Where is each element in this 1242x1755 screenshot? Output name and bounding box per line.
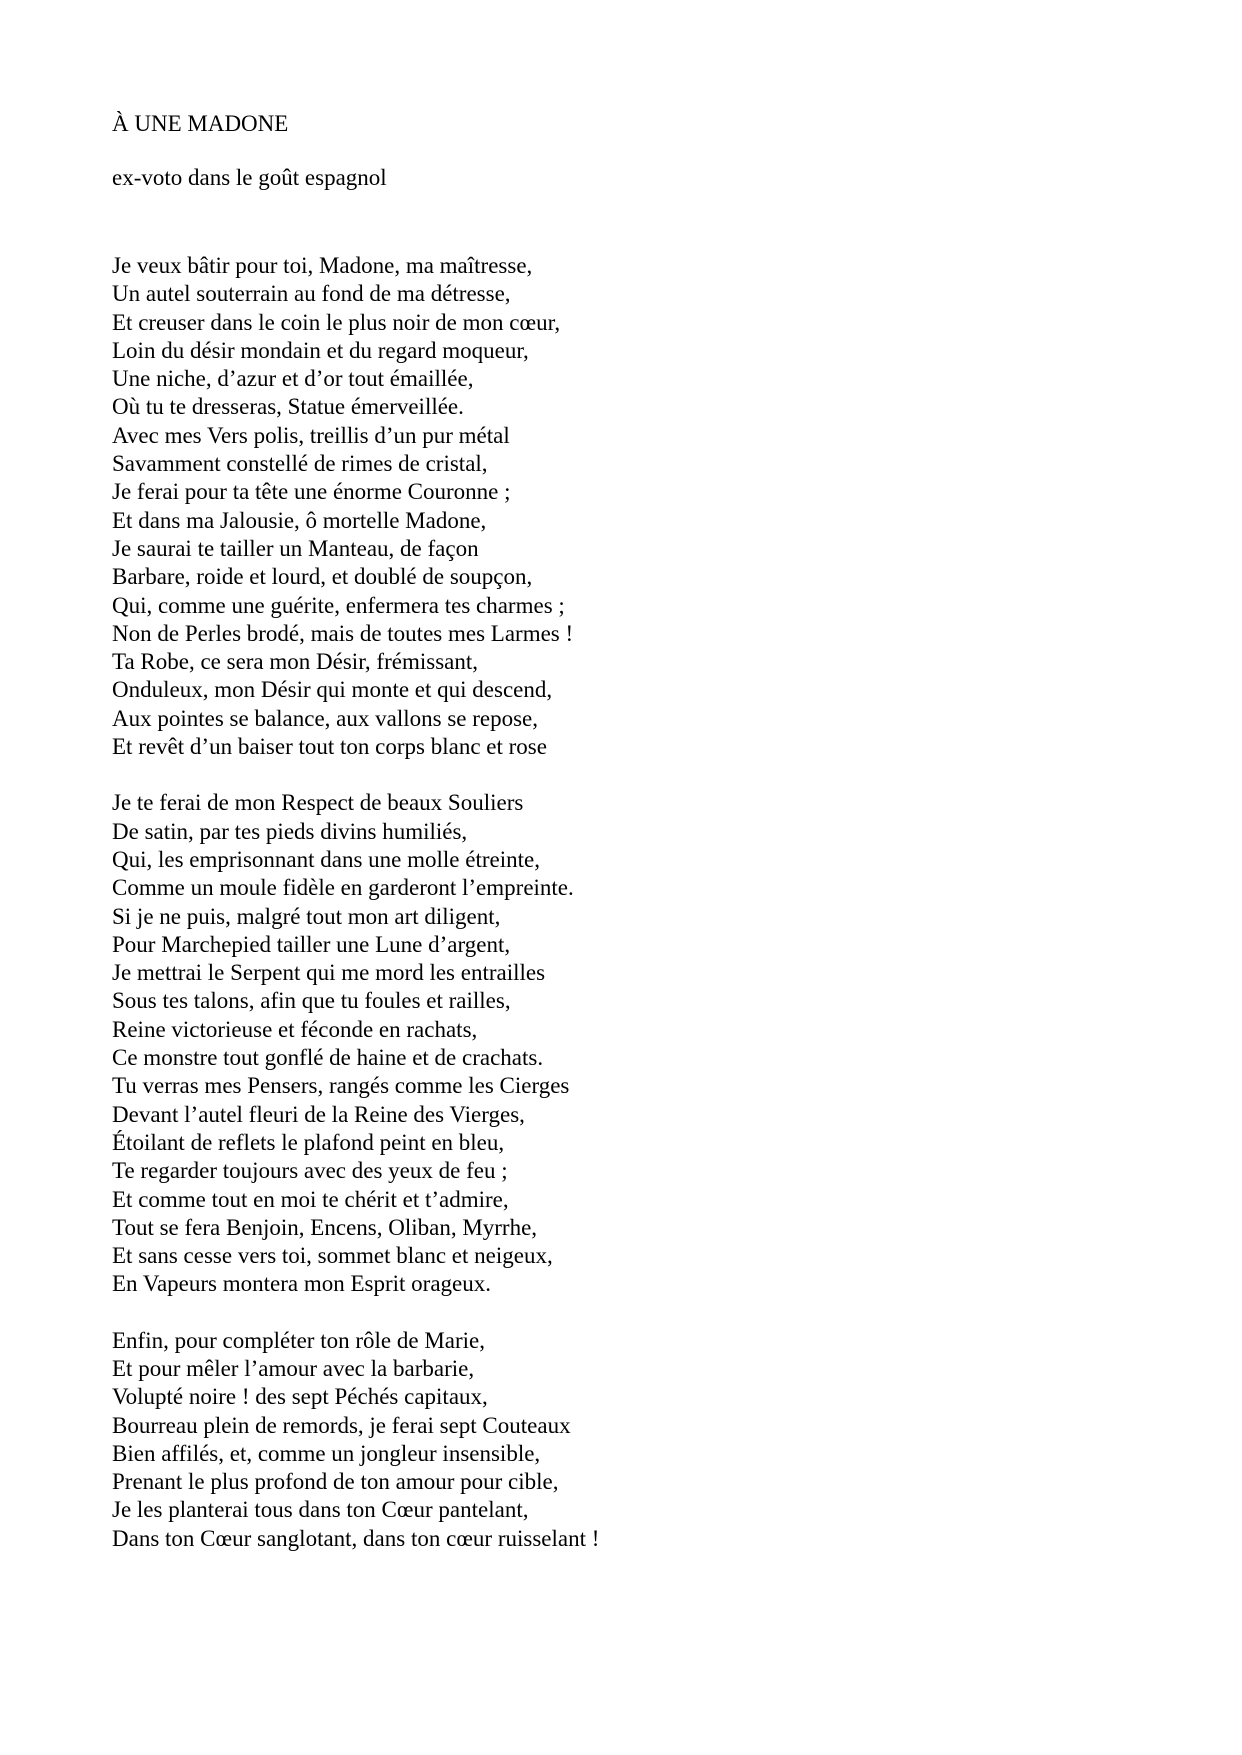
- verse-line: Un autel souterrain au fond de ma détresse,: [112, 281, 511, 307]
- verse-line: Savamment constellé de rimes de cristal,: [112, 451, 488, 477]
- verse-line: Volupté noire ! des sept Péchés capitaux,: [112, 1384, 488, 1410]
- verse-line: Je mettrai le Serpent qui me mord les entrailles: [112, 960, 546, 986]
- stanza-1: [112, 252, 1112, 761]
- verse-line: Je ferai pour ta tête une énorme Couronne ;: [112, 479, 511, 505]
- verse-line: Ce monstre tout gonflé de haine et de crachats.: [112, 1045, 544, 1071]
- verse-line: Et sans cesse vers toi, sommet blanc et neigeux,: [112, 1243, 553, 1269]
- poem-subtitle: ex-voto dans le goût espagnol: [112, 165, 387, 190]
- verse-line: Comme un moule fidèle en garderont l’empreinte.: [112, 875, 574, 901]
- verse-line: Tu verras mes Pensers, rangés comme les Cierges: [112, 1073, 570, 1099]
- poem-title: À UNE MADONE: [112, 111, 289, 136]
- stanza-2: [112, 789, 1112, 1298]
- verse-line: Bien affilés, et, comme un jongleur insensible,: [112, 1440, 541, 1466]
- verse-line: Étoilant de reflets le plafond peint en bleu,: [112, 1129, 505, 1155]
- verse-line: Qui, les emprisonnant dans une molle étreinte,: [112, 846, 540, 872]
- verse-line: Onduleux, mon Désir qui monte et qui descend,: [112, 677, 553, 703]
- verse-line: Je les planterai tous dans ton Cœur pantelant,: [112, 1497, 529, 1523]
- verse-line: Qui, comme une guérite, enfermera tes charmes ;: [112, 592, 565, 618]
- verse-line: Te regarder toujours avec des yeux de feu ;: [112, 1158, 508, 1184]
- verse-line: Et pour mêler l’amour avec la barbarie,: [112, 1355, 475, 1381]
- verse-line: Où tu te dresseras, Statue émerveillée.: [112, 394, 464, 420]
- stanza-3: [112, 1327, 1112, 1553]
- verse-line: Et dans ma Jalousie, ô mortelle Madone,: [112, 507, 487, 533]
- document-page: [112, 108, 1112, 1553]
- verse-line: Et revêt d’un baiser tout ton corps blanc et rose: [112, 734, 547, 760]
- verse-line: Si je ne puis, malgré tout mon art diligent,: [112, 903, 501, 929]
- verse-line: Loin du désir mondain et du regard moqueur,: [112, 337, 529, 363]
- verse-line: Non de Perles brodé, mais de toutes mes Larmes !: [112, 620, 574, 646]
- verse-line: Devant l’autel fleuri de la Reine des Vierges,: [112, 1101, 525, 1127]
- verse-line: Enfin, pour compléter ton rôle de Marie,: [112, 1327, 485, 1353]
- verse-line: Ta Robe, ce sera mon Désir, frémissant,: [112, 649, 478, 675]
- verse-line: Reine victorieuse et féconde en rachats,: [112, 1016, 478, 1042]
- verse-line: Dans ton Cœur sanglotant, dans ton cœur ruisselant !: [112, 1525, 600, 1551]
- verse-line: Aux pointes se balance, aux vallons se repose,: [112, 705, 539, 731]
- verse-line: De satin, par tes pieds divins humiliés,: [112, 818, 468, 844]
- verse-line: Et creuser dans le coin le plus noir de mon cœur,: [112, 309, 561, 335]
- verse-line: Je saurai te tailler un Manteau, de façon: [112, 535, 479, 561]
- verse-line: Pour Marchepied tailler une Lune d’argent,: [112, 931, 511, 957]
- verse-line: Je veux bâtir pour toi, Madone, ma maîtresse,: [112, 253, 533, 278]
- verse-line: Prenant le plus profond de ton amour pour cible,: [112, 1469, 559, 1495]
- verse-line: Bourreau plein de remords, je ferai sept Couteaux: [112, 1412, 571, 1438]
- verse-line: Barbare, roide et lourd, et doublé de soupçon,: [112, 564, 533, 590]
- verse-line: Tout se fera Benjoin, Encens, Oliban, Myrrhe,: [112, 1214, 538, 1240]
- verse-line: En Vapeurs montera mon Esprit orageux.: [112, 1271, 491, 1297]
- verse-line: Sous tes talons, afin que tu foules et railles,: [112, 988, 511, 1014]
- verse-line: Une niche, d’azur et d’or tout émaillée,: [112, 366, 474, 392]
- verse-line: Je te ferai de mon Respect de beaux Souliers: [112, 790, 524, 816]
- verse-line: Et comme tout en moi te chérit et t’admire,: [112, 1186, 509, 1212]
- verse-line: Avec mes Vers polis, treillis d’un pur métal: [112, 422, 510, 448]
